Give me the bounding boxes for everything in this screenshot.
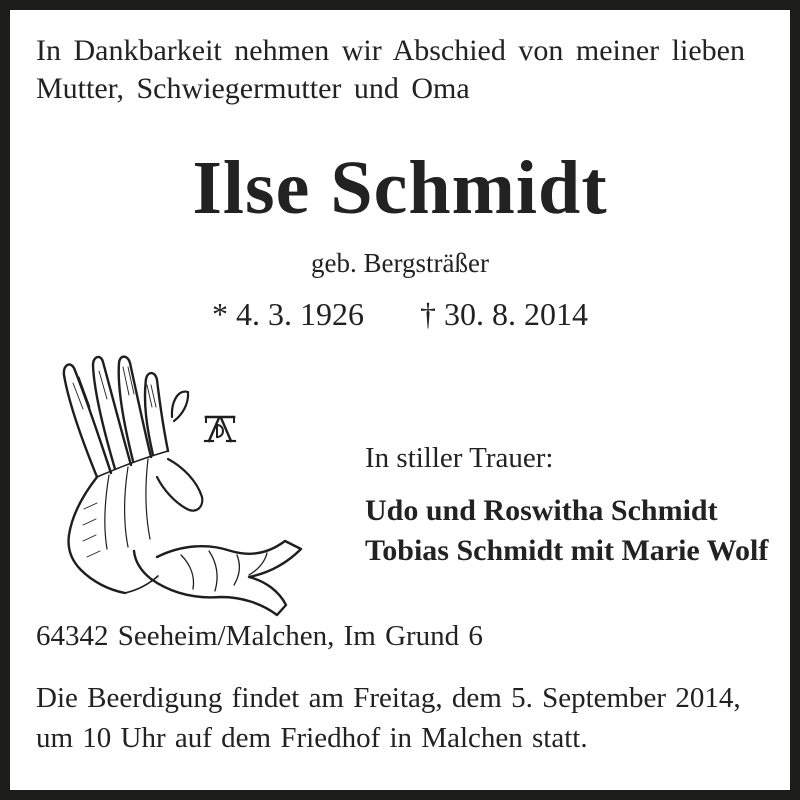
intro-line-1: In Dankbarkeit nehmen wir Abschied von meiner lieben <box>36 34 745 67</box>
funeral-info <box>36 678 741 758</box>
funeral-line-1: Die Beerdigung findet am Freitag, dem 5. September 2014, <box>36 682 741 714</box>
death-date: † 30. 8. 2014 <box>420 296 588 332</box>
deceased-name: Ilse Schmidt <box>192 146 608 230</box>
life-dates <box>10 296 790 333</box>
duerer-monogram-icon <box>203 411 237 445</box>
funeral-line-2: um 10 Uhr auf dem Friedhof in Malchen statt. <box>36 722 588 754</box>
address: 64342 Seeheim/Malchen, Im Grund 6 <box>36 620 483 652</box>
maiden-name: geb. Bergsträßer <box>311 248 489 278</box>
mourning-block <box>365 442 768 571</box>
praying-hands-artwork <box>40 347 336 627</box>
intro-line-2: Mutter, Schwiegermutter und Oma <box>36 72 470 105</box>
praying-hands-image <box>40 347 336 627</box>
mourner-2: Tobias Schmidt mit Marie Wolf <box>365 534 769 567</box>
mourning-label: In stiller Trauer: <box>365 442 554 474</box>
intro-text <box>36 32 745 108</box>
birth-date: * 4. 3. 1926 <box>212 296 364 332</box>
mourner-1: Udo und Roswitha Schmidt <box>365 494 718 527</box>
